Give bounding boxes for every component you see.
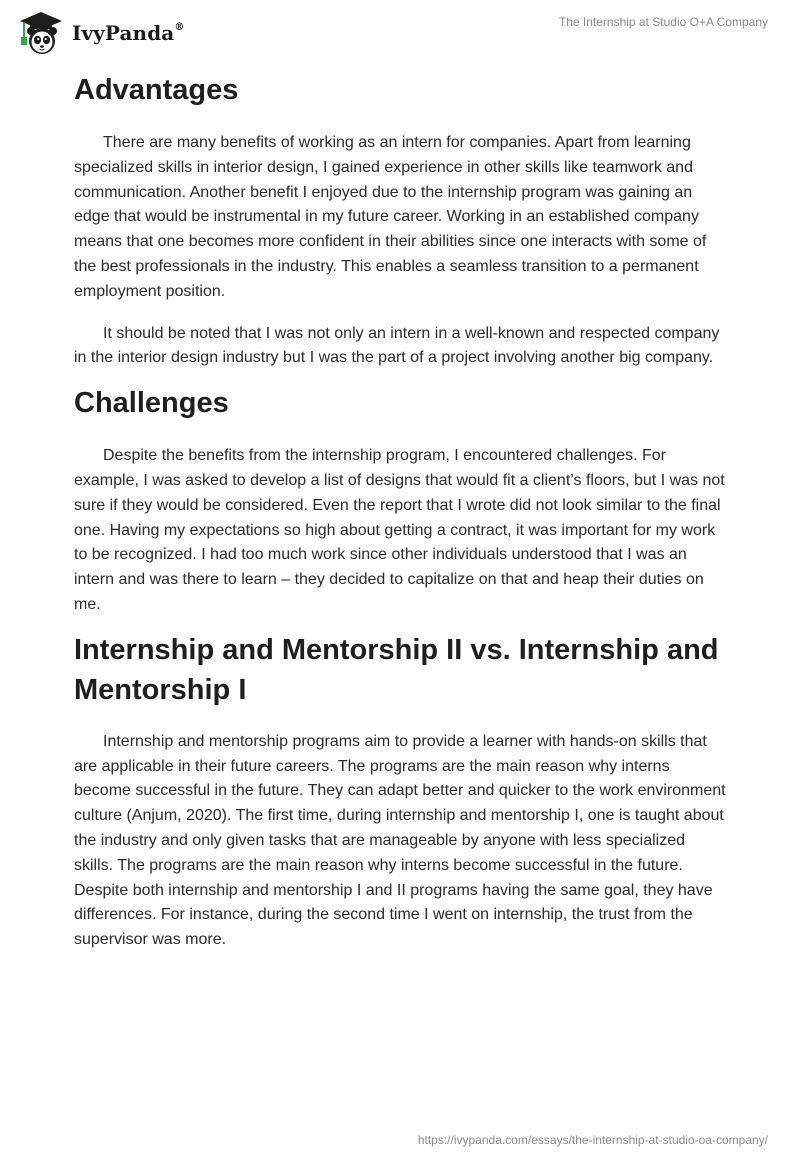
page-header xyxy=(0,0,800,60)
source-url-link[interactable]: https://ivypanda.com/essays/the-internship-at-studio-oa-company/ xyxy=(417,1133,768,1147)
paragraph: It should be noted that I was not only an intern in a well-known and respected company in the interior design industry but I was the part of a project involving another big company. xyxy=(74,324,720,367)
paragraph: There are many benefits of working as an intern for companies. Apart from learning specialized skills in interior design, I gained experience in other skills like teamwork and communication. Another benefit I enjoyed due to the internship program was gaining an edge that would be instrumental in my future career. Working in an established company means that one becomes more confident in their abilities since one interacts with some of the best professionals in the industry. This enables a seamless transition to a permanent employment position. xyxy=(74,134,707,300)
paragraph: Internship and mentorship programs aim to provide a learner with hands-on skills that are applicable in their future careers. The programs are the main reason why interns become successful in the future. They can adapt better and quicker to the work environment culture (Anjum, 2020). The first time, during internship and mentorship I, one is taught about the industry and only given tasks that are manageable by anyone with less specialized skills. The programs are the main reason why interns become successful in the future. Despite both internship and mentorship I and II programs having the same goal, they have differences. For instance, during the second time I went on internship, the trust from the supervisor was more. xyxy=(74,732,726,949)
ivypanda-logo[interactable] xyxy=(16,8,184,56)
brand-name: IvyPanda® xyxy=(72,21,185,45)
document-title: The Internship at Studio O+A Company xyxy=(558,15,768,29)
paragraph: Despite the benefits from the internship program, I encountered challenges. For example, I was asked to develop a list of designs that would fit a client’s floors, but I was not sure if they would be considered. Even the report that I wrote did not look similar to the final one. Having my expectations so high about getting a contract, it was important for my work to be recognized. I had too much work since other individuals understood that I was an intern and was there to learn – they decided to capitalize on that and heap their duties on me. xyxy=(74,447,725,613)
essay-body xyxy=(74,70,726,953)
panda-graduation-icon xyxy=(16,8,66,56)
heading-advantages: Advantages xyxy=(74,74,239,106)
heading-internship-comparison: Internship and Mentorship II vs. Internship and Mentorship I xyxy=(74,633,719,706)
heading-challenges: Challenges xyxy=(74,387,229,420)
